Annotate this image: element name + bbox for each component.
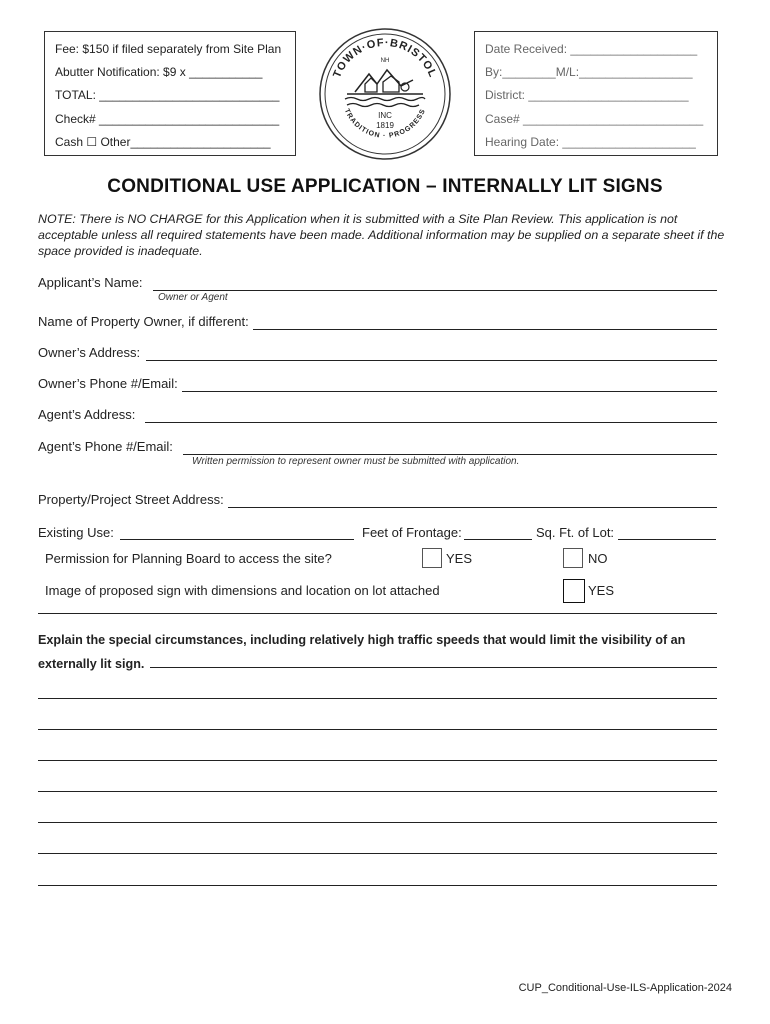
owner-phone-label: Owner’s Phone #/Email: — [38, 376, 178, 391]
frontage-line[interactable] — [464, 526, 532, 540]
written-permission-note: Written permission to represent owner must be submitted with application. — [192, 456, 520, 467]
footer-filename: CUP_Conditional-Use-ILS-Application-2024 — [518, 982, 732, 994]
svg-text:1819: 1819 — [376, 121, 394, 130]
owner-or-agent-hint: Owner or Agent — [158, 292, 228, 303]
sign-image-yes-checkbox[interactable] — [563, 579, 585, 603]
frontage-field[interactable] — [362, 522, 532, 540]
property-address-line[interactable] — [228, 494, 717, 508]
explain-circumstances-prompt: Explain the special circumstances, including relatively high traffic speeds that would limit the visibility of an externally lit sign. — [38, 633, 686, 671]
frontage-label: Feet of Frontage: — [362, 525, 462, 540]
sqft-field[interactable] — [536, 522, 716, 540]
cash-other-line: Cash ☐ Other_____________________ — [55, 134, 271, 149]
owner-phone-line[interactable] — [182, 378, 717, 392]
fee-box — [44, 31, 296, 156]
access-site-no-label: NO — [588, 551, 608, 566]
access-site-question: Permission for Planning Board to access the site? — [45, 551, 332, 566]
explain-line-4[interactable] — [38, 760, 717, 761]
sign-image-yes-label: YES — [588, 583, 615, 598]
owner-address-line[interactable] — [146, 347, 717, 361]
check-line: Check# ___________________________ — [55, 111, 280, 126]
district-line: District: ________________________ — [485, 88, 689, 103]
existing-use-label: Existing Use: — [38, 525, 114, 540]
note-text: NOTE: There is NO CHARGE for this Application when it is submitted with a Site Plan Review. This application is not acceptable unless all required statements have been made. Additional information may be supplied on a separate sheet if the space provided is inadequate. — [38, 212, 725, 258]
property-owner-field[interactable] — [38, 312, 717, 330]
total-line: TOTAL: ___________________________ — [55, 88, 280, 103]
agent-address-line[interactable] — [145, 409, 717, 423]
svg-text:INC: INC — [378, 111, 392, 120]
svg-text:TOWN·OF·BRISTOL: TOWN·OF·BRISTOL — [331, 36, 439, 80]
date-received-line: Date Received: ___________________ — [485, 42, 698, 56]
sqft-label: Sq. Ft. of Lot: — [536, 525, 615, 540]
hearing-date-line: Hearing Date: ____________________ — [485, 134, 696, 149]
sqft-line[interactable] — [618, 526, 716, 540]
owner-address-field[interactable] — [38, 343, 717, 361]
property-owner-label: Name of Property Owner, if different: — [38, 314, 249, 329]
by-ml-line: By:________M/L:_________________ — [485, 65, 693, 80]
property-address-field[interactable] — [38, 490, 717, 508]
access-site-yes-checkbox[interactable] — [422, 548, 442, 568]
explain-line-6[interactable] — [38, 822, 717, 823]
svg-text:NH: NH — [380, 58, 390, 64]
agent-address-label: Agent’s Address: — [38, 407, 136, 422]
explain-line-2[interactable] — [38, 698, 717, 699]
explain-line-1[interactable] — [150, 667, 717, 668]
page-title: CONDITIONAL USE APPLICATION – INTERNALLY LIT SIGNS — [107, 176, 663, 197]
section-divider — [38, 613, 717, 614]
agent-phone-line[interactable] — [183, 441, 717, 455]
existing-use-line[interactable] — [120, 526, 354, 540]
explain-line-3[interactable] — [38, 729, 717, 730]
svg-text:TRADITION · PROGRESS: TRADITION · PROGRESS — [342, 107, 428, 140]
property-address-label: Property/Project Street Address: — [38, 492, 224, 507]
access-site-yes-label: YES — [446, 551, 473, 566]
fee-line: Fee: $150 if filed separately from Site Plan — [55, 42, 282, 56]
applicant-name-field[interactable] — [38, 273, 717, 291]
agent-phone-label: Agent’s Phone #/Email: — [38, 439, 173, 454]
town-seal-logo — [317, 26, 453, 162]
abutter-notification-line: Abutter Notification: $9 x ___________ — [55, 65, 263, 80]
office-use-box — [474, 31, 718, 156]
existing-use-field[interactable] — [38, 522, 354, 540]
sign-image-question: Image of proposed sign with dimensions and location on lot attached — [45, 583, 440, 598]
property-owner-line[interactable] — [253, 316, 717, 330]
explain-line-7[interactable] — [38, 853, 717, 854]
access-site-no-checkbox[interactable] — [563, 548, 583, 568]
applicant-name-label: Applicant’s Name: — [38, 275, 143, 290]
agent-phone-field[interactable] — [38, 437, 717, 455]
case-line: Case# ___________________________ — [485, 111, 704, 126]
explain-line-8[interactable] — [38, 885, 717, 886]
explain-line-5[interactable] — [38, 791, 717, 792]
owner-phone-field[interactable] — [38, 374, 717, 392]
owner-address-label: Owner’s Address: — [38, 345, 141, 360]
agent-address-field[interactable] — [38, 405, 717, 423]
applicant-name-line[interactable] — [153, 277, 717, 291]
